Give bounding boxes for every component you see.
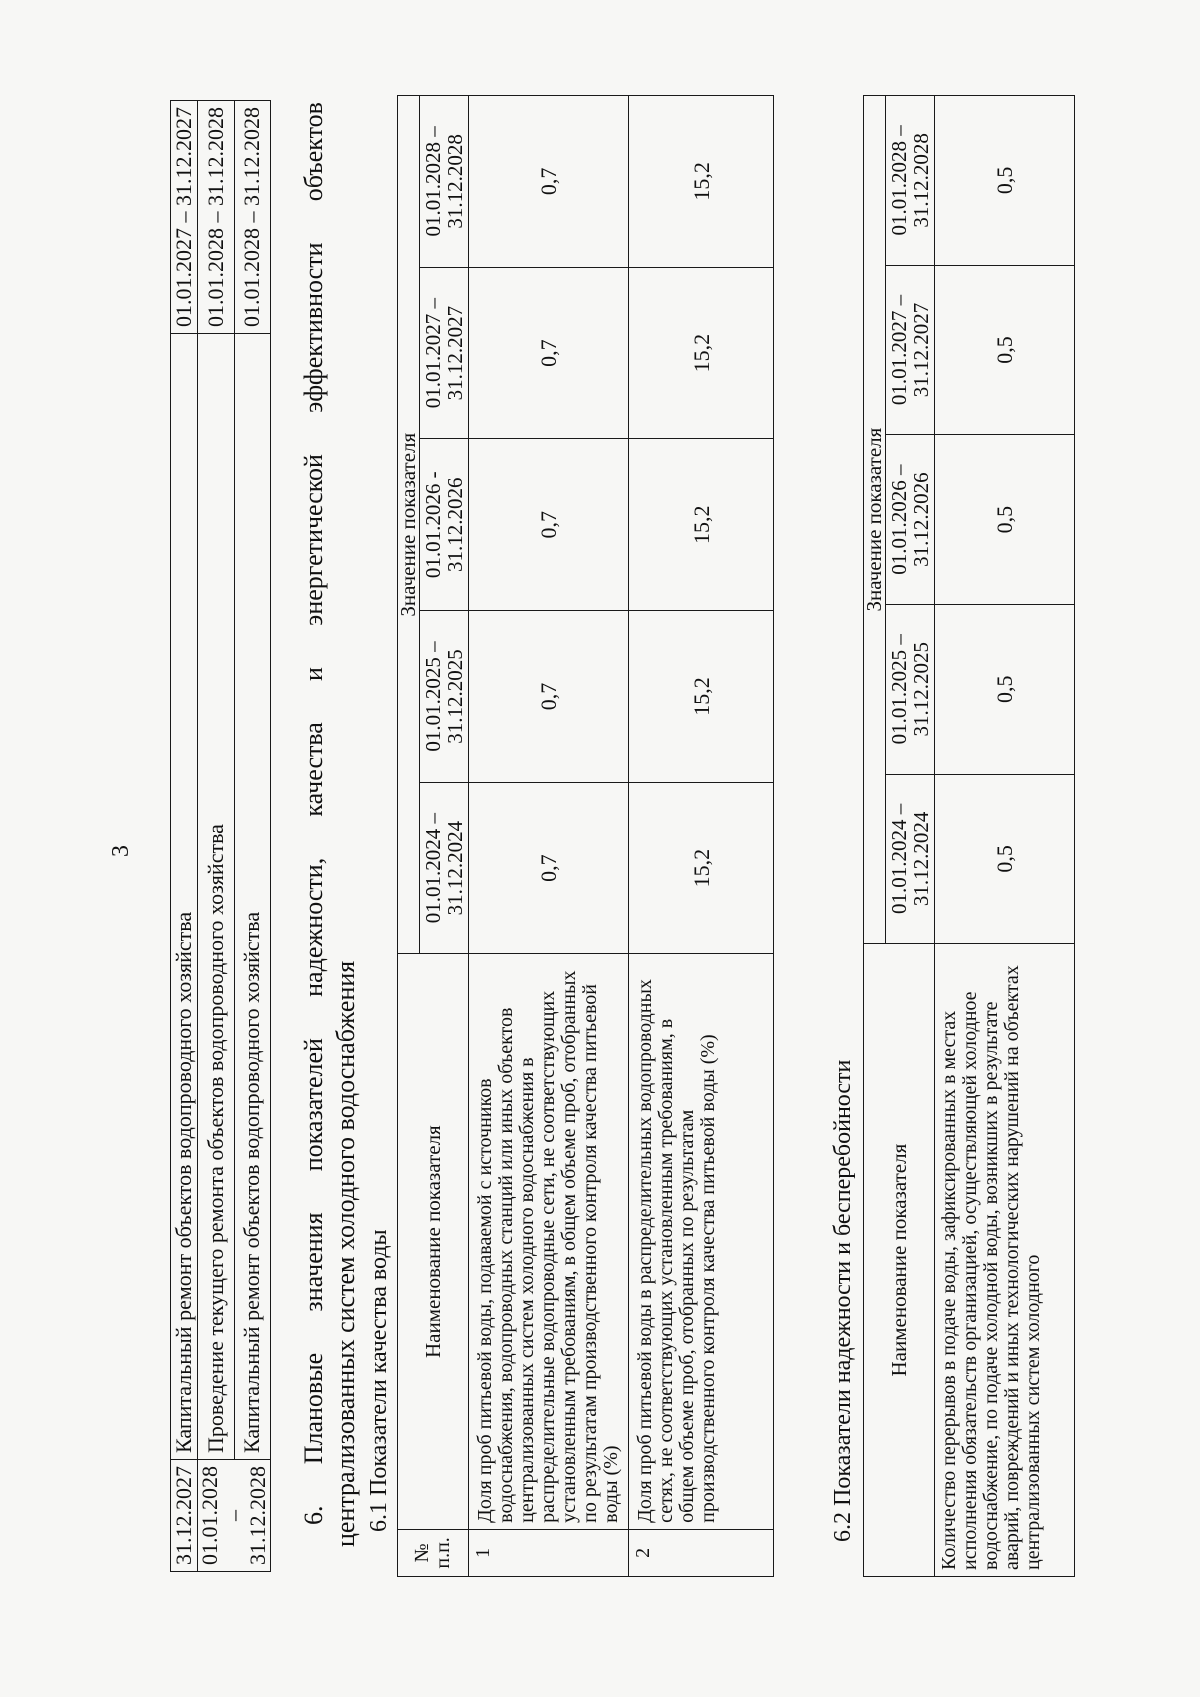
period-header: 01.01.2026 - 31.12.2026 <box>420 439 469 611</box>
page-number: 3 <box>108 845 134 857</box>
heading-word: и <box>299 667 328 681</box>
value-cell: 0,5 <box>935 774 1075 944</box>
period-header: 01.01.2025 – 31.12.2025 <box>420 611 469 783</box>
value-cell: 0,5 <box>935 265 1075 435</box>
period-header: 01.01.2028 – 31.12.2028 <box>886 96 935 266</box>
value-cell: 15,2 <box>629 267 774 439</box>
value-cell: 0,5 <box>935 604 1075 774</box>
period-header: 01.01.2025 – 31.12.2025 <box>886 604 935 774</box>
row-num: 2 <box>629 1529 774 1576</box>
section-6-heading-line2: централизованных систем холодного водоснабжения <box>331 960 360 1547</box>
schedule-table <box>170 100 271 1572</box>
activity-cell: Капитальный ремонт объектов водопроводного хозяйства <box>171 334 198 1460</box>
header-value: Значение показателя <box>398 96 420 954</box>
table-row <box>469 96 629 1577</box>
heading-word: качества <box>299 722 328 817</box>
indicator-name: Доля проб питьевой воды, подаваемой с источников водоснабжения, водопроводных станций или иных объектов централизованных систем холодного водоснабжения в распределительные водопроводные сети, не соответствующих установленным требованиям, в общем объеме проб, отобранных по результатам производственного контроля качества питьевой воды (%) <box>469 954 629 1529</box>
period-header: 01.01.2027 – 31.12.2027 <box>886 265 935 435</box>
heading-word: показателей <box>299 1038 328 1172</box>
value-cell: 0,7 <box>469 782 629 954</box>
value-cell: 0,7 <box>469 439 629 611</box>
period-header: 01.01.2026 – 31.12.2026 <box>886 435 935 605</box>
value-cell: 15,2 <box>629 439 774 611</box>
table-header-row <box>864 96 886 1577</box>
table-row <box>629 96 774 1577</box>
period-cell: 01.01.2028 – 31.12.2028 <box>198 1460 271 1572</box>
table-row <box>935 96 1075 1577</box>
header-value: Значение показателя <box>864 96 886 944</box>
indicator-name: Доля проб питьевой воды в распределительных водопроводных сетях, не соответствующих установленным требованиям, в общем объеме проб, отобранных по результатам производственного контроля качества питьевой воды (%) <box>629 954 774 1529</box>
activity-cell: Проведение текущего ремонта объектов водопроводного хозяйства <box>198 334 235 1460</box>
value-cell: 0,7 <box>469 611 629 783</box>
heading-word: объектов <box>299 102 328 202</box>
header-num: № п.п. <box>398 1529 469 1576</box>
value-cell: 0,7 <box>469 267 629 439</box>
table-row <box>234 101 271 1572</box>
value-cell: 15,2 <box>629 96 774 268</box>
table-header-row <box>398 96 420 1577</box>
heading-word: Плановые <box>299 1352 328 1465</box>
indicator-name: Количество перерывов в подаче воды, зафиксированных в местах исполнения обязательств организацией, осуществляющей холодное водоснабжение, по подаче холодной воды, возникших в результате аварий, повреждений и иных технологических нарушений на объектах централизованных систем холодного <box>935 944 1075 1577</box>
section-6-2-heading: 6.2 Показатели надежности и бесперебойности <box>830 1059 856 1542</box>
value-cell: 0,7 <box>469 96 629 268</box>
heading-word: значения <box>299 1212 328 1312</box>
section-6-heading <box>298 102 362 1547</box>
value-cell: 15,2 <box>629 782 774 954</box>
table-row <box>198 101 235 1572</box>
period-header: 01.01.2027 – 31.12.2027 <box>420 267 469 439</box>
value-cell: 0,5 <box>935 96 1075 266</box>
section-6-1-heading: 6.1 Показатели качества воды <box>366 1229 392 1532</box>
heading-word: надежности, <box>299 857 328 997</box>
header-name: Наименование показателя <box>864 944 935 1577</box>
activity-cell: Капитальный ремонт объектов водопроводного хозяйства <box>234 334 271 1460</box>
period-header: 01.01.2028 – 31.12.2028 <box>420 96 469 268</box>
quality-table <box>397 95 774 1577</box>
header-name: Наименование показателя <box>398 954 469 1529</box>
value-cell: 0,5 <box>935 435 1075 605</box>
value-cell: 15,2 <box>629 611 774 783</box>
table-row <box>171 101 198 1572</box>
dates-cell: 01.01.2028 – 31.12.2028 <box>198 101 235 334</box>
dates-cell: 01.01.2028 – 31.12.2028 <box>234 101 271 334</box>
heading-word: энергетической <box>299 454 328 626</box>
section-6-heading-line1 <box>298 102 330 1547</box>
row-num: 1 <box>469 1529 629 1576</box>
period-cell: 31.12.2027 <box>171 1460 198 1572</box>
heading-word: эффективности <box>299 242 328 413</box>
heading-word: 6. <box>299 1505 328 1525</box>
period-header: 01.01.2024 – 31.12.2024 <box>886 774 935 944</box>
dates-cell: 01.01.2027 – 31.12.2027 <box>171 101 198 334</box>
period-header: 01.01.2024 – 31.12.2024 <box>420 782 469 954</box>
reliability-table <box>863 95 1075 1577</box>
